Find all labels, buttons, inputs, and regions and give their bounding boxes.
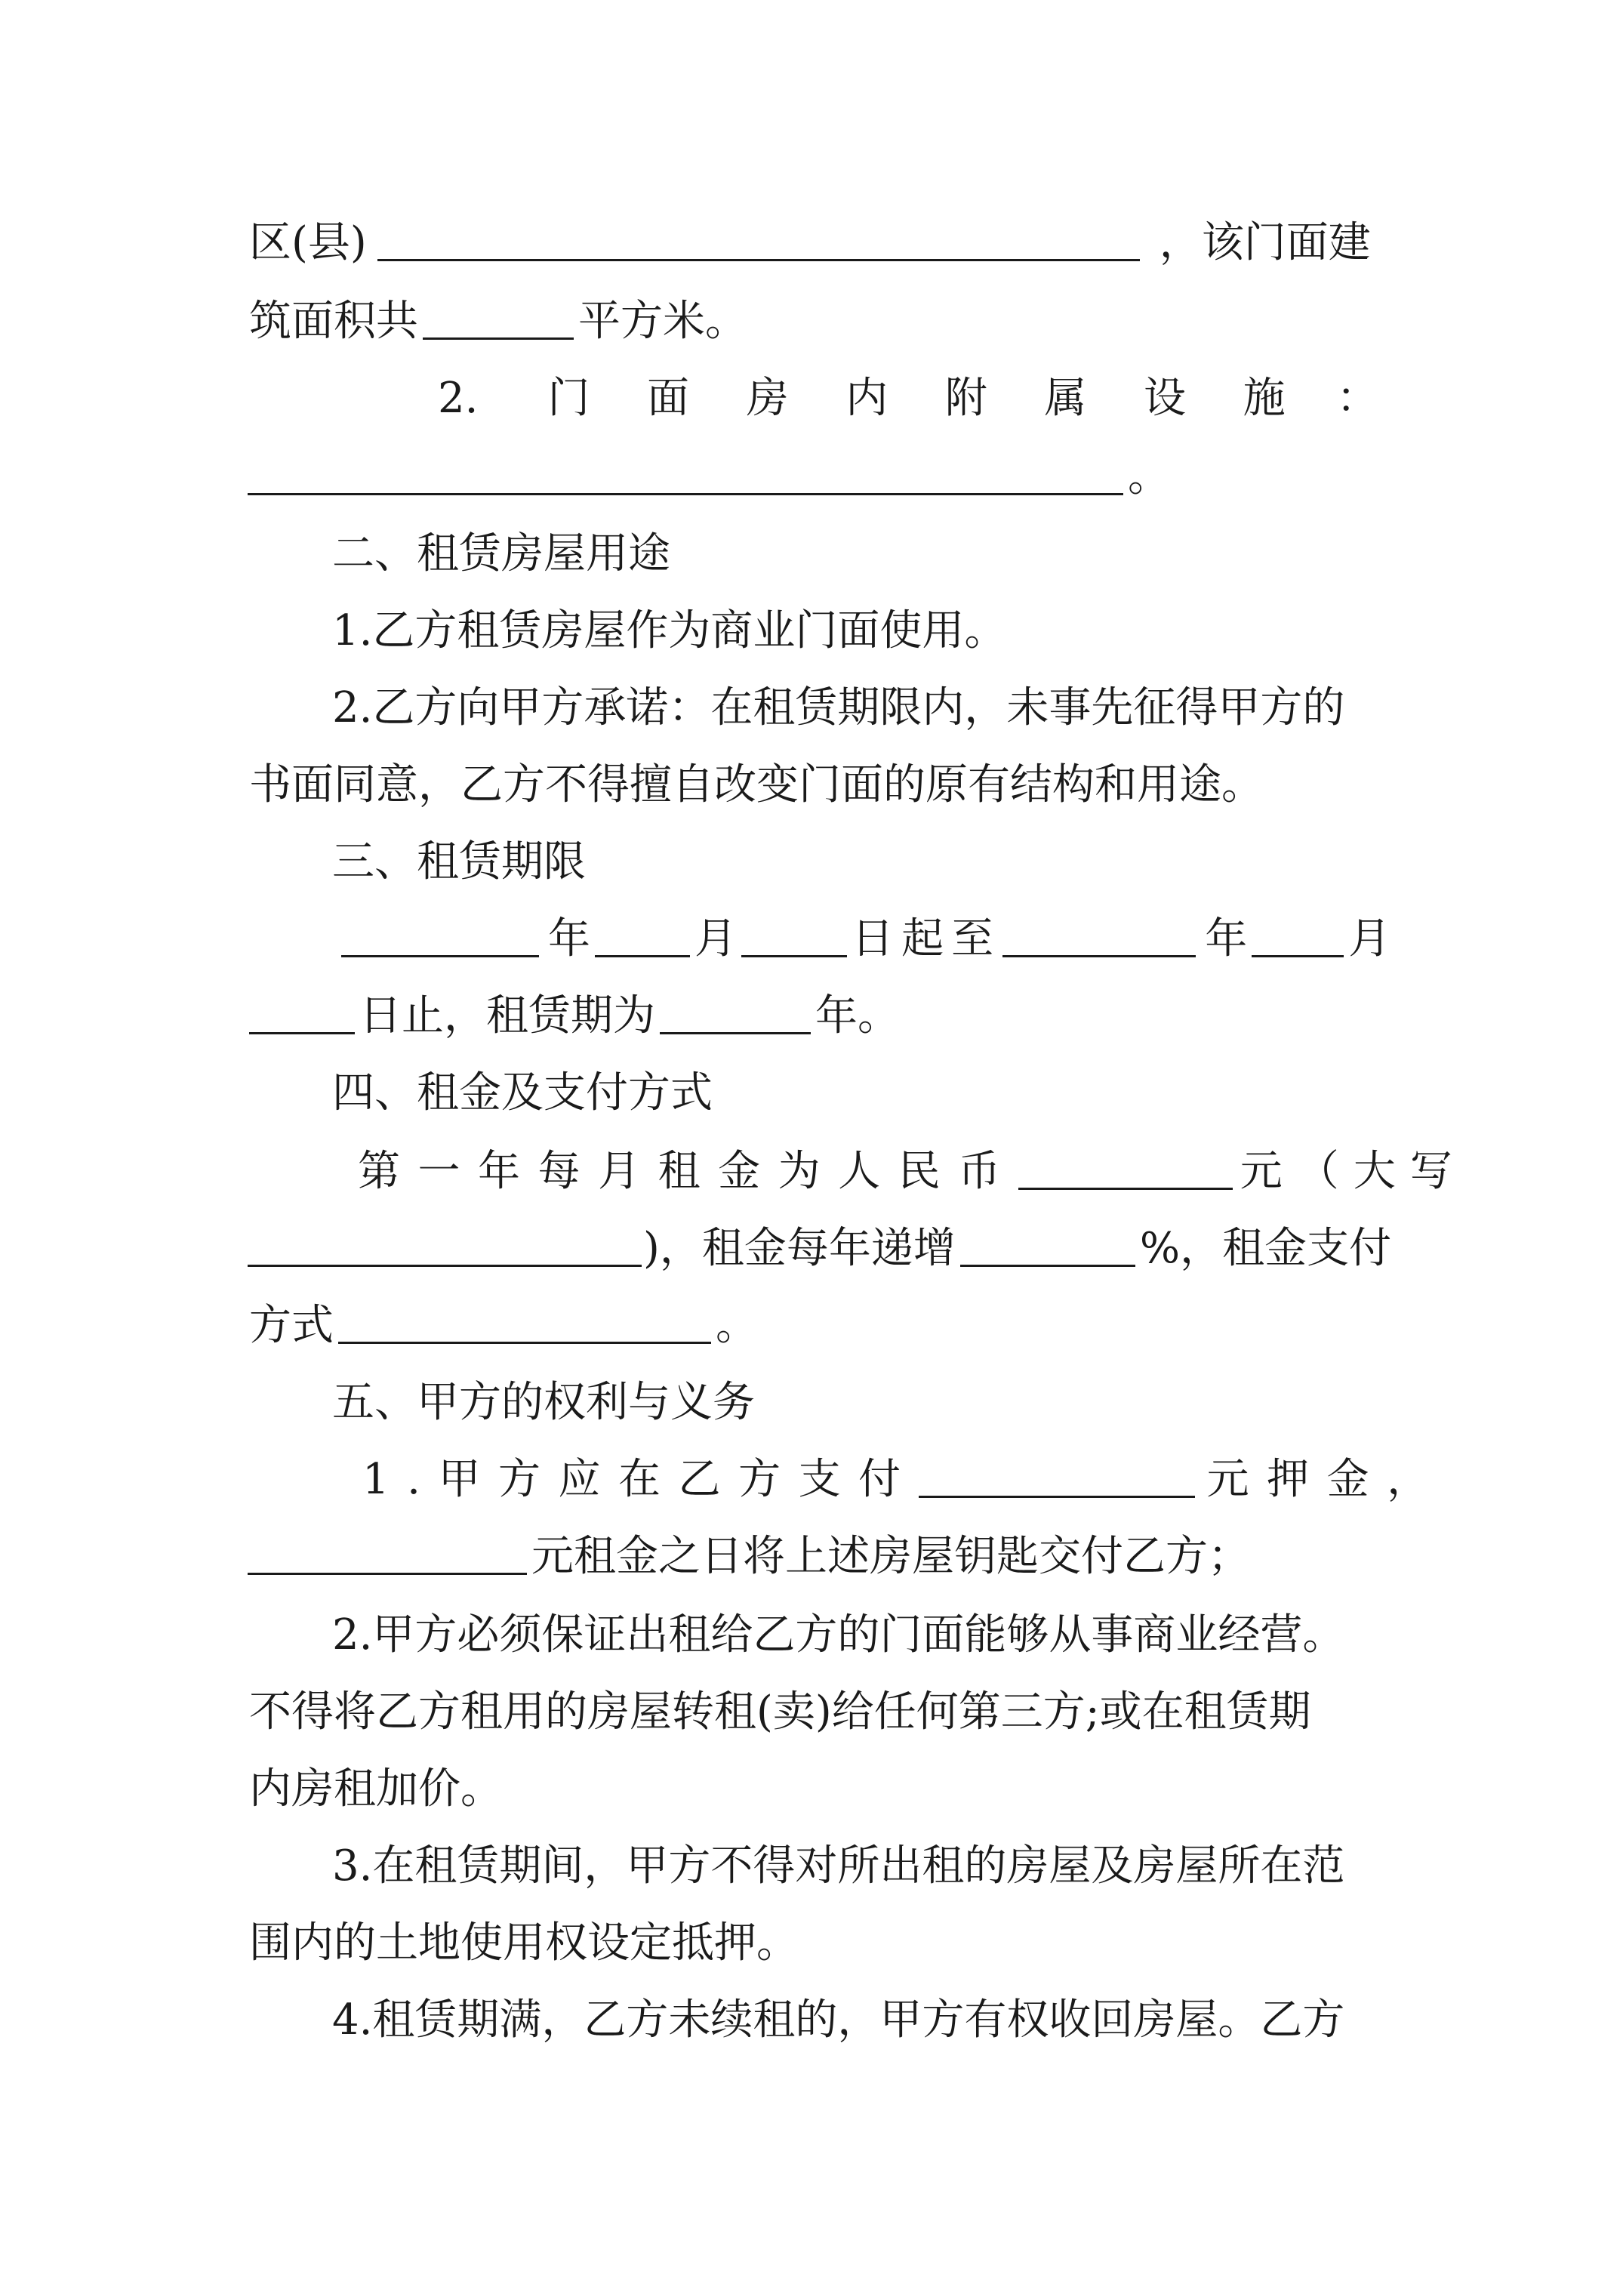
clause-5-2-text-3: 内房租加价。 [249, 1764, 503, 1814]
end-day-blank[interactable] [249, 990, 355, 1034]
rent-line-3 [249, 1296, 758, 1356]
start-month-blank[interactable] [595, 913, 690, 957]
clause-5-3-text-1: 3.在租赁期间，甲方不得对所出租的房屋及房屋所在范 [332, 1841, 1345, 1891]
payment-method-label: 方式 [249, 1301, 334, 1350]
line-facilities [438, 368, 1378, 429]
start-year-label: 年 [548, 914, 590, 963]
end-year-blank[interactable] [1002, 913, 1196, 957]
clause-2-1 [332, 601, 1006, 661]
end-year-label: 年 [1205, 914, 1248, 963]
clause-2-2-text-1: 2.乙方向甲方承诺：在租赁期限内，未事先征得甲方的 [332, 683, 1345, 732]
district-label: 区(县) [249, 218, 367, 267]
section-2-heading [332, 524, 670, 584]
clause-5-3-line-1 [332, 1836, 1344, 1897]
rent-capital-blank[interactable] [248, 1222, 642, 1267]
clause-5-3-text-2: 围内的土地使用权设定抵押。 [249, 1918, 799, 1968]
line-facilities-blank [248, 447, 1170, 507]
clause-5-2-line-3 [249, 1759, 503, 1820]
rent-line-1 [358, 1142, 1467, 1202]
deposit-unit: 元押金， [1206, 1455, 1447, 1504]
facilities-number: 2. [438, 374, 479, 423]
rent-payment-label: %，租金支付 [1139, 1224, 1392, 1273]
payment-method-end: 。 [716, 1301, 758, 1350]
section-2-title: 二、租赁房屋用途 [332, 529, 670, 578]
rent-label: 第一年每月租金为人民币 [358, 1147, 1018, 1196]
district-tail: ，该门面建 [1159, 218, 1371, 267]
clause-5-4-line-1 [332, 1990, 1344, 2051]
term-years-label: 年。 [815, 991, 900, 1040]
term-dates-line-1 [341, 909, 1390, 969]
end-day-label: 日止，租赁期为 [359, 991, 655, 1040]
clause-2-2-text-2: 书面同意，乙方不得擅自改变门面的原有结构和用途。 [249, 760, 1264, 809]
district-blank[interactable] [377, 217, 1140, 261]
section-5-heading [332, 1373, 755, 1433]
facilities-label: 门面房内附属设施 [547, 374, 1343, 423]
clause-5-4-text-1: 4.租赁期满，乙方未续租的，甲方有权收回房屋。乙方 [332, 1996, 1345, 2045]
payment-method-blank[interactable] [338, 1299, 711, 1344]
clause-5-2-text-2: 不得将乙方租用的房屋转租(卖)给任何第三方;或在租赁期 [249, 1687, 1311, 1737]
end-month-label: 月 [1348, 914, 1391, 963]
facilities-end: 。 [1128, 452, 1170, 501]
rent-line-2 [248, 1219, 1391, 1279]
section-5-title: 五、甲方的权利与义务 [332, 1378, 755, 1427]
section-4-heading [332, 1063, 713, 1123]
rent-increase-blank[interactable] [960, 1222, 1135, 1267]
rent-amount-blank[interactable] [1018, 1145, 1233, 1190]
end-month-blank[interactable] [1252, 913, 1344, 957]
section-3-title: 三、租赁期限 [332, 837, 586, 886]
deposit-label: 1.甲方应在乙方支付 [362, 1455, 919, 1504]
clause-2-2-line-1 [332, 678, 1344, 738]
deposit-blank[interactable] [919, 1453, 1195, 1498]
area-label: 筑面积共 [249, 297, 418, 346]
clause-5-2-text-1: 2.甲方必须保证出租给乙方的门面能够从事商业经营。 [332, 1610, 1345, 1660]
section-3-heading [332, 832, 586, 892]
line-district [249, 213, 1371, 273]
line-area [249, 291, 747, 352]
clause-5-1-line-1 [362, 1450, 1447, 1510]
start-month-label: 月 [694, 914, 737, 963]
clause-5-2-line-1 [332, 1605, 1344, 1666]
rent-capital-label: 元（大写 [1240, 1147, 1467, 1196]
key-handover-text: 元租金之日将上述房屋钥匙交付乙方； [531, 1532, 1250, 1581]
start-day-blank[interactable] [741, 913, 847, 957]
term-years-blank[interactable] [660, 990, 811, 1034]
rent-increase-label: )，租金每年递增 [643, 1224, 956, 1273]
first-rent-blank[interactable] [248, 1530, 527, 1575]
clause-2-1-text: 1.乙方租赁房屋作为商业门面使用。 [332, 606, 1007, 655]
section-4-title: 四、租金及支付方式 [332, 1068, 713, 1117]
term-dates-line-2 [249, 986, 900, 1046]
start-year-blank[interactable] [341, 913, 539, 957]
clause-5-2-line-2 [249, 1682, 1311, 1743]
clause-2-2-line-2 [249, 755, 1264, 815]
area-unit: 平方米。 [578, 297, 747, 346]
facilities-blank[interactable] [248, 451, 1123, 495]
area-blank[interactable] [423, 295, 574, 340]
start-day-label: 日起至 [852, 914, 1002, 963]
clause-5-1-line-2 [248, 1527, 1250, 1587]
clause-5-3-line-2 [249, 1913, 799, 1974]
facilities-colon: ： [1336, 374, 1379, 423]
